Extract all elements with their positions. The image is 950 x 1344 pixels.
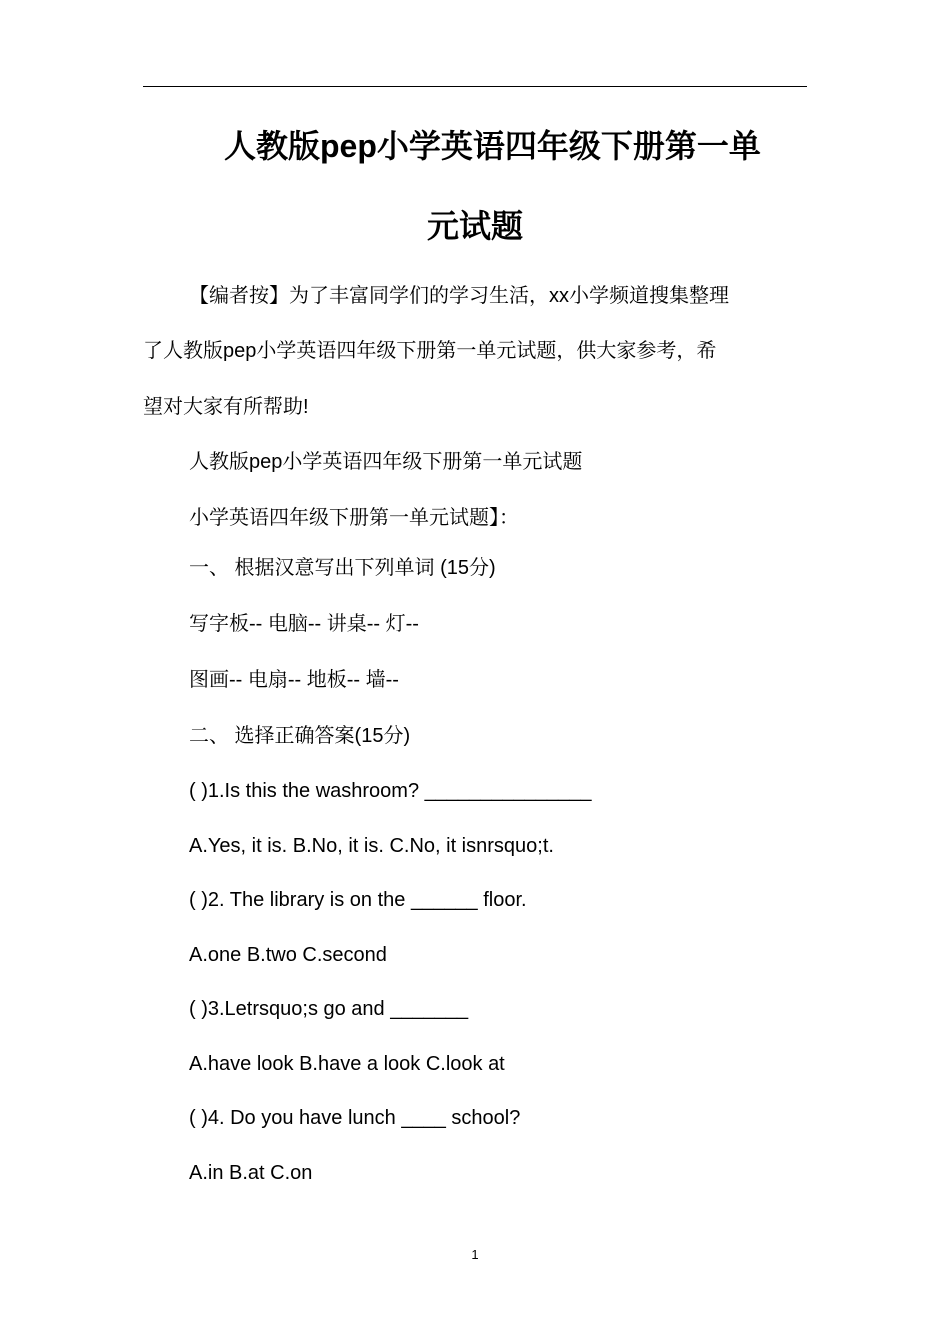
intro-line-1: 【编者按】为了丰富同学们的学习生活，xx小学频道搜集整理	[189, 285, 729, 307]
intro-line-2: 了人教版pep小学英语四年级下册第一单元试题，供大家参考，希	[143, 340, 717, 362]
question-3-options: A.have look B.have a look C.look at	[189, 1053, 505, 1075]
intro-line-3: 望对大家有所帮助!	[143, 396, 309, 418]
question-2-options: A.one B.two C.second	[189, 944, 387, 966]
section-one-heading: 一、 根据汉意写出下列单词 (15分)	[189, 557, 496, 579]
body-line-heading: 小学英语四年级下册第一单元试题】：	[189, 507, 519, 529]
document-title-line-2: 元试题	[426, 208, 523, 244]
question-2: ( )2. The library is on the ______ floor.	[189, 889, 527, 911]
body-line-subtitle: 人教版pep小学英语四年级下册第一单元试题	[189, 451, 583, 473]
question-3: ( )3.Letrsquo;s go and _______	[189, 998, 469, 1020]
question-4-options: A.in B.at C.on	[189, 1162, 313, 1184]
section-two-heading: 二、 选择正确答案(15分)	[189, 725, 411, 747]
vocab-line-1: 写字板-- 电脑-- 讲桌-- 灯--	[189, 613, 419, 635]
question-4: ( )4. Do you have lunch ____ school?	[189, 1107, 521, 1129]
document-title-line-1: 人教版pep小学英语四年级下册第一单	[224, 128, 761, 164]
question-1-options: A.Yes, it is. B.No, it is. C.No, it isnrsquo;t.	[189, 835, 554, 857]
vocab-line-2: 图画-- 电扇-- 地板-- 墙--	[189, 669, 399, 691]
page-number: 1	[471, 1247, 479, 1262]
header-rule	[143, 86, 807, 87]
question-1: ( )1.Is this the washroom? _______________	[189, 780, 592, 802]
